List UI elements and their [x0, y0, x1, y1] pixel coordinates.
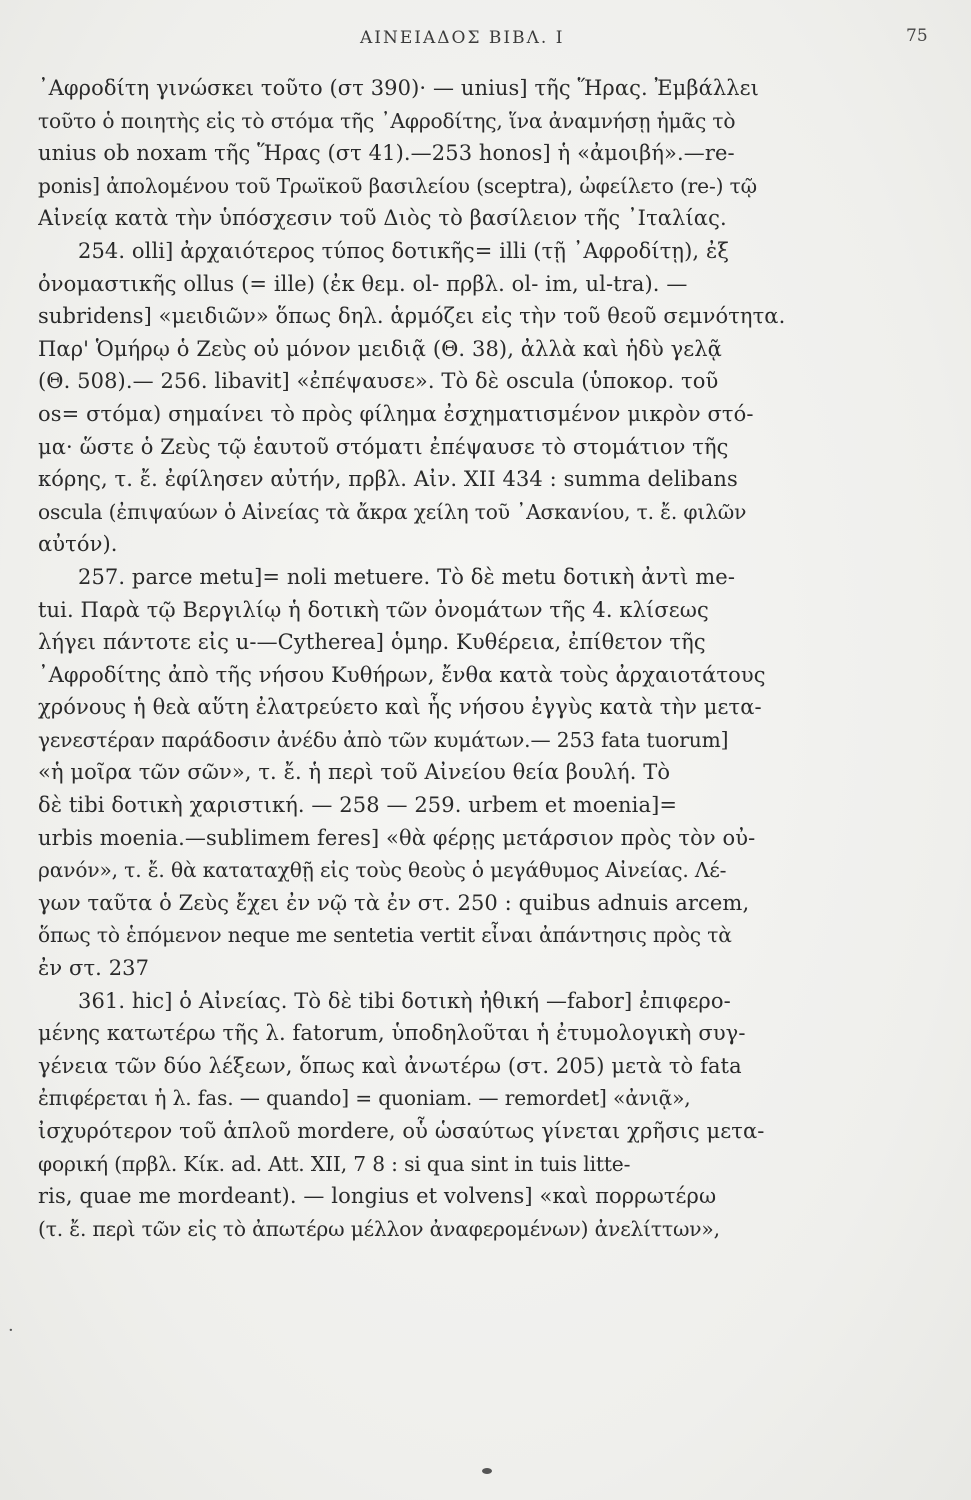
- text-line: ἐπιφέρεται ἡ λ. fas. — quando] = quoniam. — remordet] «ἀνιᾷ»,: [38, 1086, 691, 1111]
- text-line: ᾿Αφροδίτης ἀπὸ τῆς νήσου Κυθήρων, ἔνθα κατὰ τοὺς ἀρχαιοτάτους: [38, 662, 766, 687]
- text-line: subridens] «μειδιῶν» ὅπως δηλ. ἁρμόζει εἰς τὴν τοῦ θεοῦ σεμνότητα.: [38, 304, 786, 329]
- text-line: ἐν στ. 237: [38, 956, 150, 981]
- text-line: 361. hic] ὁ Αἰνείας. Τὸ δὲ tibi δοτικὴ ἠθική —fabor] ἐπιφερο-: [78, 988, 731, 1013]
- text-line: os= στόμα) σημαίνει τὸ πρὸς φίλημα ἐσχηματισμένον μικρὸν στό-: [38, 401, 754, 426]
- text-line: ponis] ἀπολομένου τοῦ Τρωϊκοῦ βασιλείου (sceptra), ὠφείλετο (re-) τῷ: [38, 173, 757, 198]
- text-line: λήγει πάντοτε εἰς u-—Cytherea] ὁμηρ. Κυθέρεια, ἐπίθετον τῆς: [38, 630, 706, 655]
- text-line: ὀνομαστικῆς ollus (= ille) (ἐκ θεμ. ol- πρβλ. ol- im, ul-tra). —: [38, 271, 688, 296]
- printer-ornament-mark: [482, 1468, 492, 1474]
- text-line: (τ. ἔ. περὶ τῶν εἰς τὸ ἀπωτέρω μέλλον ἀναφερομένων) ἀνελίττων»,: [38, 1216, 720, 1241]
- page-number: 75: [906, 26, 928, 46]
- text-line: unius ob noxam τῆς Ἥρας (στ 41).—253 honos] ἡ «ἀμοιβή».—re-: [38, 141, 735, 166]
- text-line: 254. olli] ἀρχαιότερος τύπος δοτικῆς= illi (τῇ ᾿Αφροδίτῃ), ἐξ: [78, 238, 729, 263]
- running-title: ΑΙΝΕΙΑΔΟΣ ΒΙΒΛ. Ι: [360, 28, 565, 48]
- text-line: φορική (πρβλ. Κίκ. ad. Att. XII, 7 8 : si qua sint in tuis litte-: [38, 1151, 631, 1176]
- margin-mark: ·: [8, 1320, 14, 1341]
- text-line: γένεια τῶν δύο λέξεων, ὅπως καὶ ἀνωτέρω (στ. 205) μετὰ τὸ fata: [38, 1053, 742, 1078]
- text-line: χρόνους ἡ θεὰ αὕτη ἐλατρεύετο καὶ ἧς νήσου ἐγγὺς κατὰ τὴν μετα-: [38, 695, 762, 720]
- text-line: urbis moenia.—sublimem feres] «θὰ φέρῃς μετάρσιον πρὸς τὸν οὐ-: [38, 825, 756, 850]
- commentary-text: [38, 72, 938, 1245]
- text-line: Αἰνείᾳ κατὰ τὴν ὑπόσχεσιν τοῦ Διὸς τὸ βασίλειον τῆς ᾿Ιταλίας.: [38, 206, 727, 231]
- text-line: γων ταῦτα ὁ Ζεὺς ἔχει ἐν νῷ τὰ ἐν στ. 250 : quibus adnuis arcem,: [38, 890, 750, 915]
- text-line: ἰσχυρότερον τοῦ ἁπλοῦ mordere, οὗ ὡσαύτως γίνεται χρῆσις μετα-: [38, 1119, 765, 1143]
- text-line: δὲ tibi δοτικὴ χαριστική. — 258 — 259. urbem et moenia]=: [38, 793, 678, 818]
- text-line: ρανόν», τ. ἔ. θὰ καταταχθῇ εἰς τοὺς θεοὺς ὁ μεγάθυμος Αἰνείας. Λέ-: [38, 858, 727, 883]
- text-line: γενεστέραν παράδοσιν ἀνέδυ ἀπὸ τῶν κυμάτων.— 253 fata tuorum]: [38, 727, 729, 752]
- text-line: κόρης, τ. ἔ. ἐφίλησεν αὐτήν, πρβλ. Αἰν. XII 434 : summa delibans: [38, 467, 738, 492]
- text-line: oscula (ἐπιψαύων ὁ Αἰνείας τὰ ἄκρα χείλη τοῦ ᾿Ασκανίου, τ. ἔ. φιλῶν: [38, 499, 747, 524]
- text-line: 257. parce metu]= noli metuere. Τὸ δὲ metu δοτικὴ ἀντὶ me-: [78, 564, 736, 589]
- text-line: (Θ. 508).— 256. libavit] «ἐπέψαυσε». Τὸ δὲ oscula (ὑποκορ. τοῦ: [38, 369, 719, 394]
- text-line: tui. Παρὰ τῷ Βεργιλίῳ ἡ δοτικὴ τῶν ὀνομάτων τῆς 4. κλίσεως: [38, 597, 709, 622]
- text-line: μα· ὥστε ὁ Ζεὺς τῷ ἑαυτοῦ στόματι ἐπέψαυσε τὸ στομάτιον τῆς: [38, 434, 729, 459]
- text-line: αὐτόν).: [38, 532, 118, 557]
- text-line: μένης κατωτέρω τῆς λ. fatorum, ὑποδηλοῦται ἡ ἐτυμολογικὴ συγ-: [38, 1021, 746, 1046]
- text-line: Παρ' Ὁμήρῳ ὁ Ζεὺς οὐ μόνον μειδιᾷ (Θ. 38), ἀλλὰ καὶ ἡδὺ γελᾷ: [38, 336, 722, 361]
- text-line: ᾿Αφροδίτη γινώσκει τοῦτο (στ 390)· — unius] τῆς Ἥρας. Ἐμβάλλει: [38, 76, 759, 100]
- text-line: «ἡ μοῖρα τῶν σῶν», τ. ἔ. ἡ περὶ τοῦ Αἰνείου θεία βουλή. Τὸ: [38, 760, 671, 785]
- text-line: ris, quae me mordeant). — longius et volvens] «καὶ πορρωτέρω: [38, 1184, 717, 1209]
- text-line: ὅπως τὸ ἑπόμενον neque me sentetia vertit εἶναι ἀπάντησις πρὸς τὰ: [38, 923, 732, 948]
- text-line: τοῦτο ὁ ποιητὴς εἰς τὸ στόμα τῆς ᾿Αφροδίτης, ἵνα ἀναμνήσῃ ἡμᾶς τὸ: [38, 108, 736, 133]
